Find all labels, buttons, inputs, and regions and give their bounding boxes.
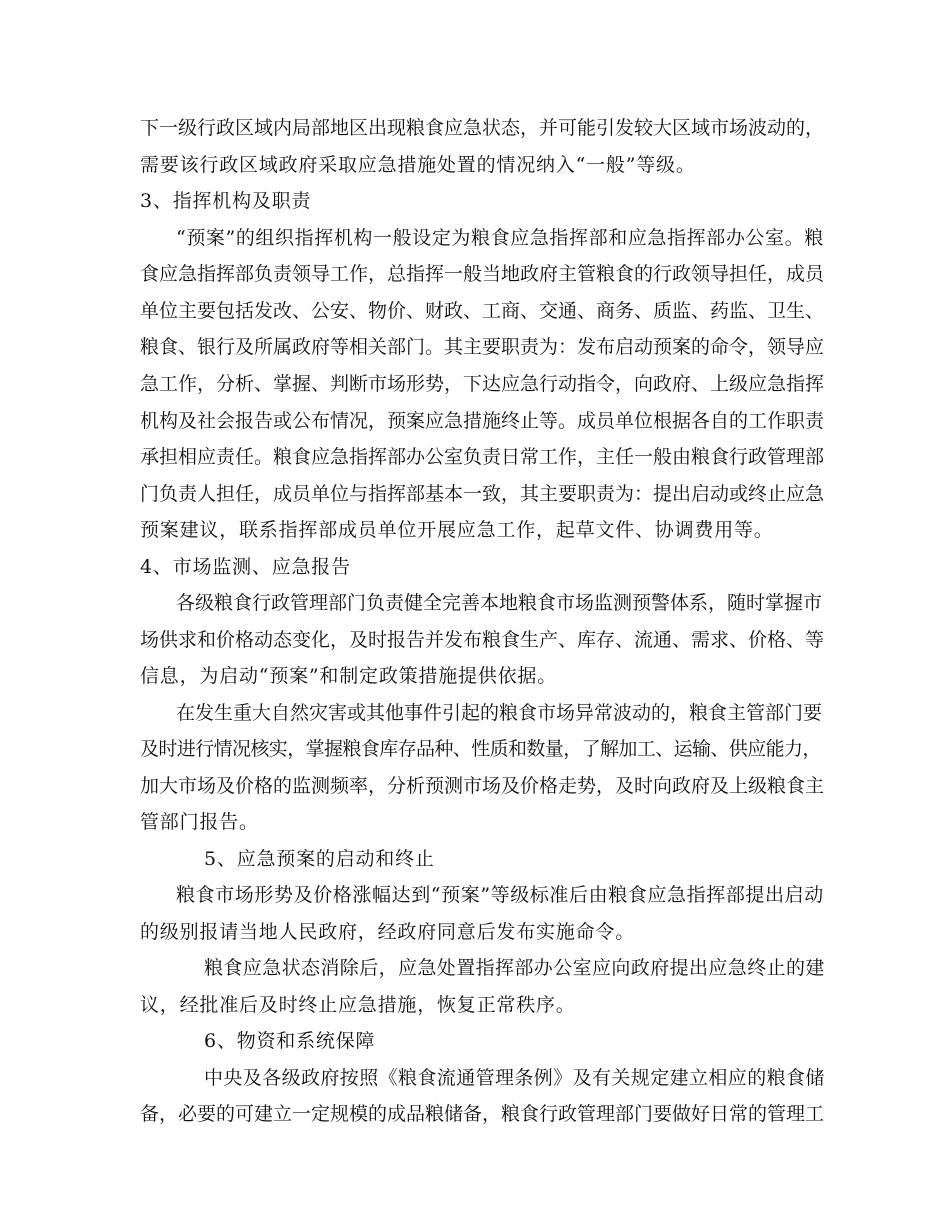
paragraph-line: 食应急指挥部负责领导工作，总指挥一般当地政府主管粮食的行政领导担任，成员 [140,263,825,285]
paragraph-line: 管部门报告。 [140,811,259,833]
paragraph-line: 备，必要的可建立一定规模的成品粮储备，粮食行政管理部门要做好日常的管理工 [140,1103,825,1125]
paragraph-line: “预案”的组织指挥机构一般设定为粮食应急指挥部和应急指挥部办公室。粮 [176,227,824,249]
paragraph-line: 门负责人担任，成员单位与指挥部基本一致，其主要职责为：提出启动或终止应急 [140,483,825,505]
paragraph-line: 在发生重大自然灾害或其他事件引起的粮食市场异常波动的，粮食主管部门要 [176,702,823,724]
paragraph-line: 粮食市场形势及价格涨幅达到“预案”等级标准后由粮食应急指挥部提出启动 [176,884,824,906]
section-heading: 3、指挥机构及职责 [140,190,312,212]
paragraph-line: 下一级行政区域内局部地区出现粮食应急状态，并可能引发较大区域市场波动的， [140,117,825,139]
paragraph-line: 急工作，分析、掌握、判断市场形势，下达应急行动指令，向政府、上级应急指挥 [140,373,825,395]
paragraph-line: 预案建议，联系指挥部成员单位开展应急工作，起草文件、协调费用等。 [140,519,774,541]
paragraph-line: 各级粮食行政管理部门负责健全完善本地粮食市场监测预警体系，随时掌握市 [176,592,823,614]
paragraph-line: 及时进行情况核实，掌握粮食库存品种、性质和数量，了解加工、运输、供应能力， [140,738,821,760]
paragraph-line: 机构及社会报告或公布情况，预案应急措施终止等。成员单位根据各自的工作职责 [140,410,825,432]
section-heading: 6、物资和系统保障 [204,1030,376,1052]
paragraph-line: 的级别报请当地人民政府，经政府同意后发布实施命令。 [140,921,636,943]
section-heading: 5、应急预案的启动和终止 [204,848,435,870]
paragraph-line: 议，经批准后及时终止应急措施，恢复正常秩序。 [140,994,576,1016]
paragraph-line: 场供求和价格动态变化，及时报告并发布粮食生产、库存、流通、需求、价格、等 [140,629,825,651]
paragraph-line: 加大市场及价格的监测频率，分析预测市场及价格走势，及时向政府及上级粮食主 [140,775,825,797]
paragraph-line: 单位主要包括发改、公安、物价、财政、工商、交通、商务、质监、药监、卫生、 [140,300,825,322]
paragraph-line: 需要该行政区域政府采取应急措施处置的情况纳入“一般”等级。 [140,154,696,176]
paragraph-line: 承担相应责任。粮食应急指挥部办公室负责日常工作，主任一般由粮食行政管理部 [140,446,825,468]
paragraph-line: 粮食、银行及所属政府等相关部门。其主要职责为：发布启动预案的命令，领导应 [140,336,825,358]
paragraph-line: 粮食应急状态消除后，应急处置指挥部办公室应向政府提出应急终止的建 [204,957,825,979]
paragraph-line: 中央及各级政府按照《粮食流通管理条例》及有关规定建立相应的粮食储 [204,1067,825,1089]
section-heading: 4、市场监测、应急报告 [140,556,351,578]
paragraph-line: 信息，为启动“预案”和制定政策措施提供依据。 [140,665,558,687]
